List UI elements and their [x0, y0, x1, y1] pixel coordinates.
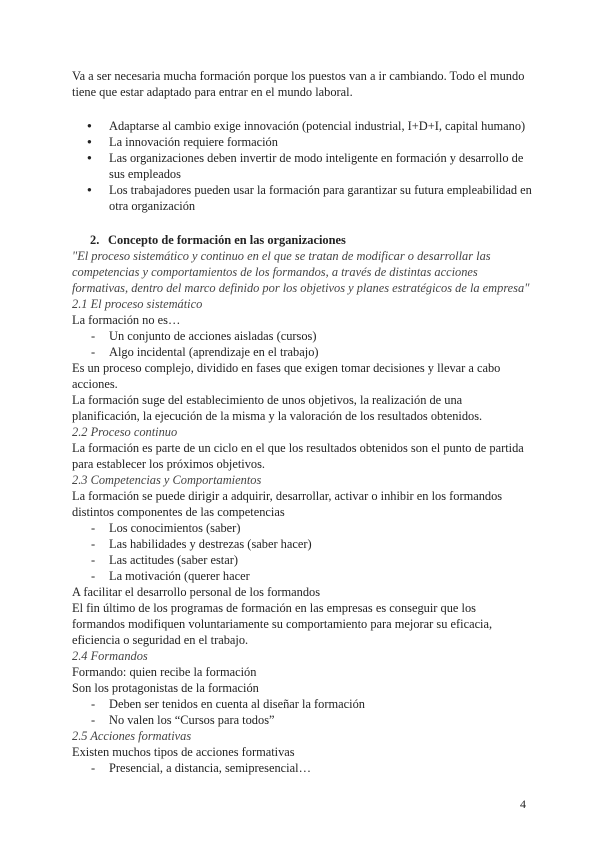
list-item: - Algo incidental (aprendizaje en el trabajo)	[72, 344, 532, 360]
list-item: - La motivación (querer hacer	[72, 568, 532, 584]
paragraph: El fin último de los programas de formación en las empresas es conseguir que los formandos modifiquen voluntariamente su comportamiento para mejorar su eficacia, eficiencia o seguridad en el trabajo.	[72, 601, 493, 647]
paragraph: La formación se puede dirigir a adquirir, desarrollar, activar o inhibir en los formandos distintos componentes de las competencias	[72, 489, 503, 519]
dash-list	[72, 520, 532, 584]
paragraph: Son los protagonistas de la formación	[72, 681, 259, 695]
list-item: - Las habilidades y destrezas (saber hacer)	[72, 536, 532, 552]
paragraph: A facilitar el desarrollo personal de los formandos	[72, 585, 321, 599]
subheading-2-2: 2.2 Proceso continuo	[72, 425, 178, 439]
subheading-2-5: 2.5 Acciones formativas	[72, 729, 192, 743]
list-item: - Las actitudes (saber estar)	[72, 552, 532, 568]
dash-list	[72, 328, 532, 360]
paragraph: Formando: quien recibe la formación	[72, 665, 257, 679]
paragraph: La formación es parte de un ciclo en el que los resultados obtenidos son el punto de partida para establecer los próximos objetivos.	[72, 441, 524, 471]
paragraph: La formación suge del establecimiento de unos objetivos, la realización de una planificación, la ejecución de la misma y la valoración de los resultados obtenidos.	[72, 393, 483, 423]
list-item: - Presencial, a distancia, semipresencial…	[72, 760, 532, 776]
subheading-2-4: 2.4 Formandos	[72, 649, 148, 663]
list-item: - Deben ser tenidos en cuenta al diseñar la formación	[72, 696, 532, 712]
subheading-2-3: 2.3 Competencias y Comportamientos	[72, 473, 262, 487]
section-number: 2.	[90, 233, 100, 247]
list-item: ● Adaptarse al cambio exige innovación (potencial industrial, I+D+I, capital humano)	[72, 118, 532, 134]
definition-quote: "El proceso sistemático y continuo en el que se tratan de modificar o desarrollar las competencias y comportamientos de los formandos, a través de distintas acciones formativas, dentro del marco definido por los objetivos y planes estratégicos de la empresa"	[72, 249, 530, 295]
dash-list	[72, 760, 532, 776]
paragraph: La formación no es…	[72, 313, 181, 327]
subheading-2-1: 2.1 El proceso sistemático	[72, 297, 203, 311]
paragraph: Es un proceso complejo, dividido en fases que exigen tomar decisiones y llevar a cabo acciones.	[72, 361, 501, 391]
list-item: ● Las organizaciones deben invertir de modo inteligente en formación y desarrollo de sus empleados	[72, 150, 532, 182]
list-item: - Un conjunto de acciones aisladas (cursos)	[72, 328, 532, 344]
intro-paragraph: Va a ser necesaria mucha formación porque los puestos van a ir cambiando. Todo el mundo tiene que estar adaptado para entrar en el mundo laboral.	[72, 69, 525, 99]
paragraph: Existen muchos tipos de acciones formativas	[72, 745, 295, 759]
list-item: - No valen los “Cursos para todos”	[72, 712, 532, 728]
list-item: ● La innovación requiere formación	[72, 134, 532, 150]
section-heading	[72, 232, 532, 248]
list-item: ● Los trabajadores pueden usar la formación para garantizar su futura empleabilidad en otra organización	[72, 182, 532, 214]
page-number: 4	[520, 797, 526, 811]
document-page	[72, 68, 532, 776]
list-item: - Los conocimientos (saber)	[72, 520, 532, 536]
bullet-list	[72, 118, 532, 214]
section-title: Concepto de formación en las organizaciones	[108, 233, 346, 247]
dash-list	[72, 696, 532, 728]
